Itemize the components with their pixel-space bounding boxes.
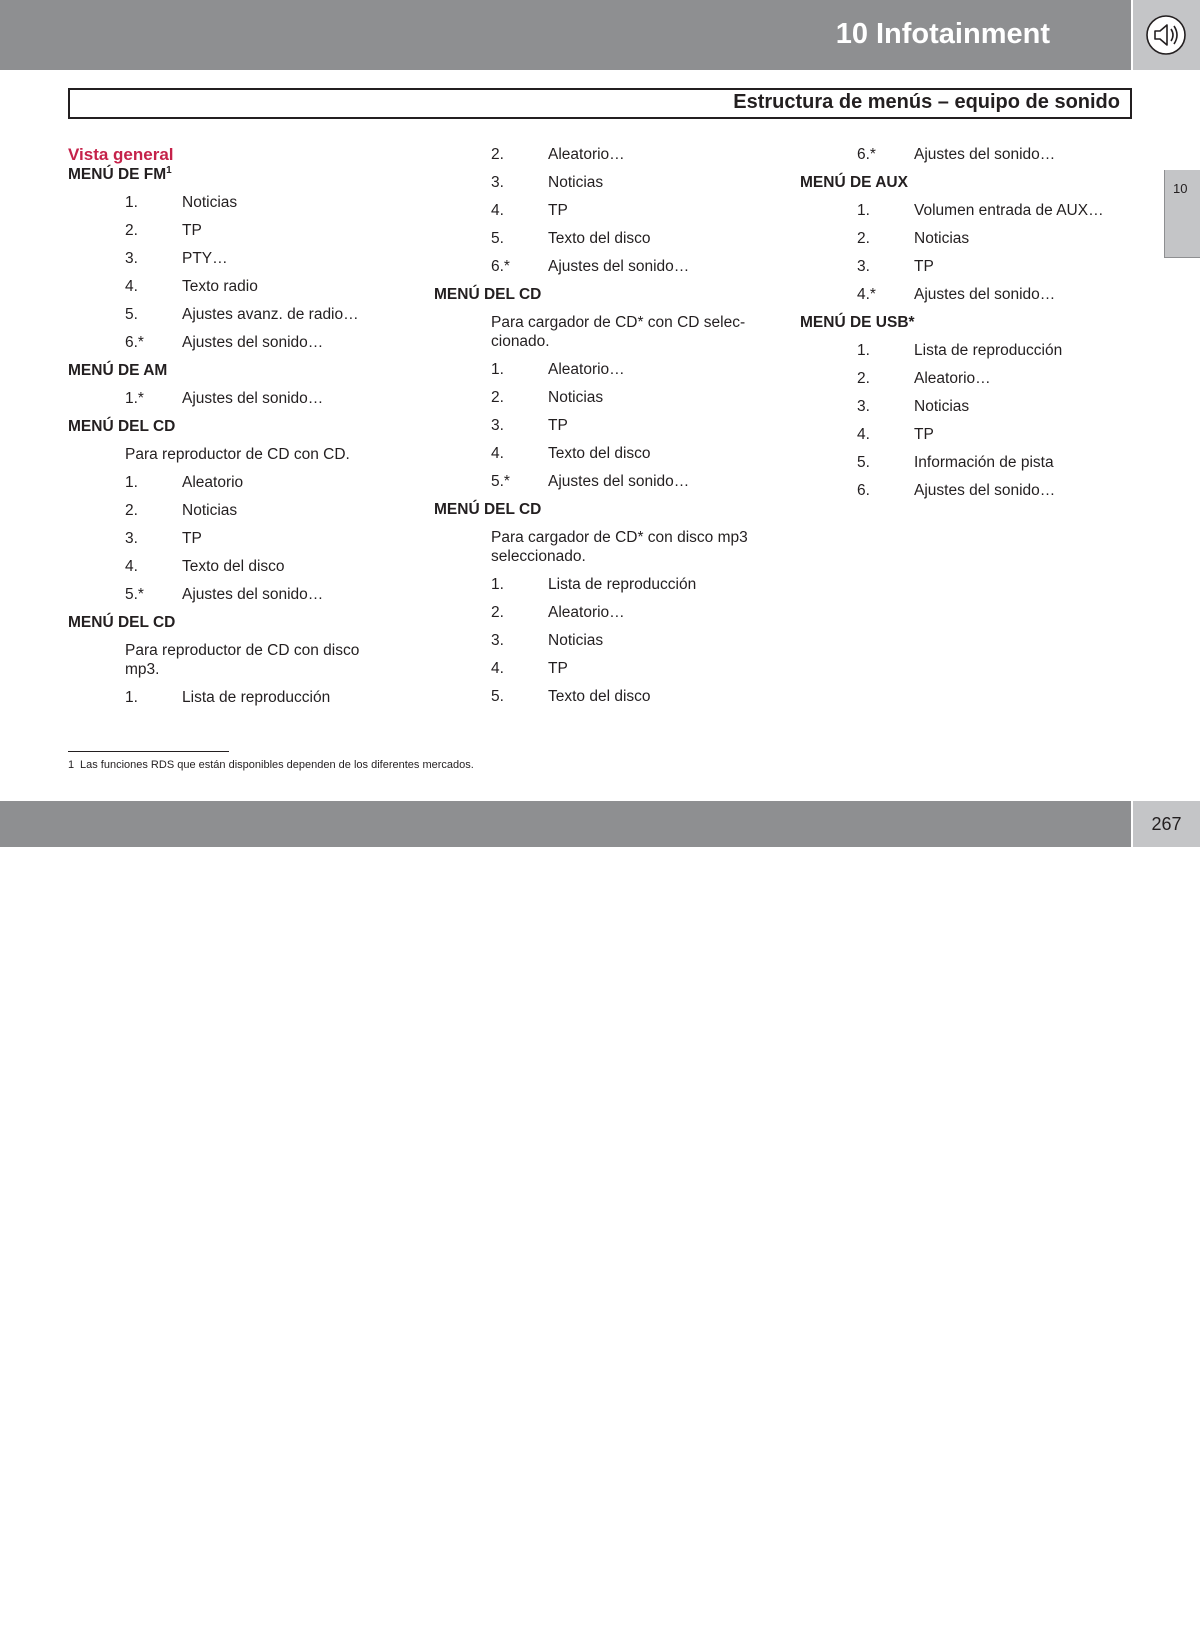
menu-item-label: TP [182, 222, 202, 239]
asterisk-mark: * [636, 1615, 644, 1637]
menu-item [800, 425, 1130, 453]
cd-changer-mp3-menu-list [434, 575, 774, 715]
menu-item-label: Ajustes del sonido… [914, 286, 1056, 303]
cd-changer-menu-heading: MENÚ DEL CD [434, 286, 542, 303]
menu-item [434, 201, 774, 229]
menu-item-number: 3. [491, 417, 504, 434]
menu-item [68, 389, 398, 417]
cd-changer-mp3-menu-description [434, 528, 774, 566]
menu-item-label: Texto del disco [548, 688, 651, 705]
menu-item [68, 249, 398, 277]
menu-item [434, 173, 774, 201]
menu-item [434, 444, 774, 472]
menu-item [68, 277, 398, 305]
menu-item-number: 1. [125, 689, 138, 706]
menu-item [68, 688, 398, 716]
menu-item-label: Noticias [914, 230, 970, 247]
menu-item-label: TP [548, 417, 568, 434]
menu-item-label: Texto radio [182, 278, 258, 295]
menu-item-label: Noticias [548, 174, 604, 191]
menu-item-label: Texto del disco [548, 445, 651, 462]
menu-item [434, 416, 774, 444]
menu-item-label: Noticias [548, 389, 604, 406]
menu-item-number: 6.* [125, 334, 144, 351]
cd-mp3-menu-description [68, 641, 398, 679]
menu-item-number: 4. [125, 278, 138, 295]
menu-item [434, 631, 774, 659]
menu-item [800, 257, 1130, 285]
menu-item-label: Volumen entrada de AUX… [914, 202, 1104, 219]
description-line: Para cargador de CD* con disco mp3 [491, 529, 748, 546]
page-number-box [1133, 801, 1200, 847]
menu-item-number: 4. [491, 202, 504, 219]
menu-item-number: 1. [125, 474, 138, 491]
footer-note-text: Opcional/accesorio, para mayor información, vea Introducción. [647, 1617, 1050, 1633]
usb-menu-heading: MENÚ DE USB* [800, 314, 915, 331]
menu-item-number: 4. [857, 426, 870, 443]
menu-item-label: Ajustes del sonido… [182, 334, 324, 351]
menu-item-label: Aleatorio… [548, 604, 625, 621]
header-bar [0, 0, 1131, 70]
menu-item [434, 603, 774, 631]
menu-item-number: 5. [491, 230, 504, 247]
menu-item [434, 360, 774, 388]
menu-item-label: Texto del disco [548, 230, 651, 247]
menu-item [800, 369, 1130, 397]
menu-item [68, 473, 398, 501]
menu-item-label: Aleatorio… [548, 146, 625, 163]
menu-item-label: Ajustes avanz. de radio… [182, 306, 359, 323]
menu-item-number: 5. [491, 688, 504, 705]
menu-item-label: TP [914, 426, 934, 443]
menu-item-label: TP [548, 660, 568, 677]
menu-item [68, 501, 398, 529]
menu-item-number: 1. [491, 361, 504, 378]
menu-item-label: Texto del disco [182, 558, 285, 575]
overview-heading: Vista general [68, 145, 174, 164]
fm-menu-title: MENÚ DE FM [68, 166, 167, 183]
menu-item-label: Aleatorio [182, 474, 244, 491]
menu-item [800, 201, 1130, 229]
cd-changer-menu-list [434, 360, 774, 500]
menu-item-number: 1. [491, 576, 504, 593]
menu-item-number: 2. [491, 604, 504, 621]
menu-item [800, 285, 1130, 313]
menu-item [434, 659, 774, 687]
menu-item-number: 2. [857, 230, 870, 247]
menu-item-number: 5.* [125, 586, 144, 603]
menu-item-label: Noticias [548, 632, 604, 649]
menu-item-number: 2. [491, 389, 504, 406]
fm-menu-heading [68, 165, 398, 193]
menu-item [800, 145, 1130, 173]
menu-item [800, 229, 1130, 257]
menu-item [68, 193, 398, 221]
section-title: Estructura de menús – equipo de sonido [733, 91, 1120, 113]
menu-item-label: Aleatorio… [914, 370, 991, 387]
menu-item-number: 3. [857, 258, 870, 275]
menu-item-number: 5. [857, 454, 870, 471]
menu-item [434, 145, 774, 173]
column-2 [434, 145, 774, 715]
footer-note [636, 1615, 1050, 1638]
cd-mp3-menu-heading: MENÚ DEL CD [68, 614, 176, 631]
menu-item-label: Noticias [914, 398, 970, 415]
footnote-rule [68, 751, 229, 752]
description-line: cionado. [491, 333, 550, 350]
cd-menu-list [68, 473, 398, 613]
footer-bar [0, 801, 1131, 1637]
menu-item-number: 3. [125, 250, 138, 267]
menu-item-label: Aleatorio… [548, 361, 625, 378]
footnote [68, 759, 474, 771]
menu-item-label: Noticias [182, 502, 238, 519]
menu-item [800, 397, 1130, 425]
menu-item [68, 305, 398, 333]
speaker-icon [1145, 14, 1187, 56]
menu-item-number: 2. [491, 146, 504, 163]
menu-item-number: 3. [125, 530, 138, 547]
column-1 [68, 145, 398, 716]
menu-item-number: 4. [491, 445, 504, 462]
menu-item [68, 333, 398, 361]
cd-changer-mp3-menu-list-continued [800, 145, 1130, 173]
menu-item [68, 585, 398, 613]
menu-item-label: Ajustes del sonido… [182, 586, 324, 603]
am-menu-heading: MENÚ DE AM [68, 362, 168, 379]
fm-menu-list [68, 193, 398, 361]
menu-item-number: 2. [857, 370, 870, 387]
aux-menu-list [800, 201, 1130, 313]
menu-item-number: 1. [857, 202, 870, 219]
menu-item-number: 1. [857, 342, 870, 359]
am-menu-list [68, 389, 398, 417]
menu-item-number: 2. [125, 222, 138, 239]
menu-item-number: 1. [125, 194, 138, 211]
menu-item-label: Ajustes del sonido… [914, 146, 1056, 163]
menu-item-number: 5. [125, 306, 138, 323]
menu-item [800, 481, 1130, 509]
menu-item-number: 4. [125, 558, 138, 575]
menu-item-label: Lista de reproducción [914, 342, 1063, 359]
description-line: Para cargador de CD* con CD selec- [491, 314, 746, 331]
cd-changer-mp3-menu-heading: MENÚ DEL CD [434, 501, 542, 518]
chapter-side-tab [1164, 170, 1200, 258]
menu-item-number: 5.* [491, 473, 510, 490]
cd-changer-menu-description [434, 313, 774, 351]
menu-item-number: 4. [491, 660, 504, 677]
menu-item-number: 6.* [491, 258, 510, 275]
menu-item [434, 388, 774, 416]
section-title-box [68, 88, 1132, 119]
menu-item-label: PTY… [182, 250, 228, 267]
usb-menu-list [800, 341, 1130, 509]
menu-item-label: Ajustes del sonido… [548, 258, 690, 275]
menu-item [434, 229, 774, 257]
description-line: seleccionado. [491, 548, 586, 565]
menu-item-label: TP [548, 202, 568, 219]
menu-item-label: TP [182, 530, 202, 547]
menu-item [434, 257, 774, 285]
menu-item [800, 341, 1130, 369]
menu-item-number: 4.* [857, 286, 876, 303]
menu-item-label: Lista de reproducción [182, 689, 331, 706]
menu-item [434, 472, 774, 500]
menu-item-number: 3. [491, 174, 504, 191]
chapter-icon-box [1133, 0, 1200, 70]
column-3 [800, 145, 1130, 509]
menu-item [800, 453, 1130, 481]
description-line: Para reproductor de CD con CD. [125, 446, 350, 463]
menu-item-number: 2. [125, 502, 138, 519]
menu-item-label: Ajustes del sonido… [182, 390, 324, 407]
menu-item [68, 557, 398, 585]
menu-item-label: Ajustes del sonido… [914, 482, 1056, 499]
side-tab-label: 10 [1173, 181, 1188, 196]
footnote-ref: 1 [166, 165, 172, 176]
footnote-number: 1 [68, 759, 75, 771]
menu-item-label: TP [914, 258, 934, 275]
menu-item-label: Lista de reproducción [548, 576, 697, 593]
menu-item-number: 3. [857, 398, 870, 415]
cd-mp3-menu-list [68, 688, 398, 716]
page-number: 267 [1151, 814, 1182, 834]
description-line: mp3. [125, 661, 160, 678]
chapter-title: 10 Infotainment [835, 18, 1050, 50]
menu-item-label: Ajustes del sonido… [548, 473, 690, 490]
menu-item [68, 529, 398, 557]
menu-item-number: 1.* [125, 390, 144, 407]
description-line: Para reproductor de CD con disco [125, 642, 360, 659]
menu-item-label: Noticias [182, 194, 238, 211]
cd-mp3-menu-list-continued [434, 145, 774, 285]
menu-item [434, 687, 774, 715]
cd-menu-description [68, 445, 398, 464]
cd-menu-heading: MENÚ DEL CD [68, 418, 176, 435]
menu-item-label: Información de pista [914, 454, 1054, 471]
menu-item-number: 6. [857, 482, 870, 499]
menu-item [434, 575, 774, 603]
aux-menu-heading: MENÚ DE AUX [800, 174, 908, 191]
footnote-text: Las funciones RDS que están disponibles dependen de los diferentes mercados. [80, 759, 474, 771]
menu-item [68, 221, 398, 249]
menu-item-number: 6.* [857, 146, 876, 163]
menu-item-number: 3. [491, 632, 504, 649]
